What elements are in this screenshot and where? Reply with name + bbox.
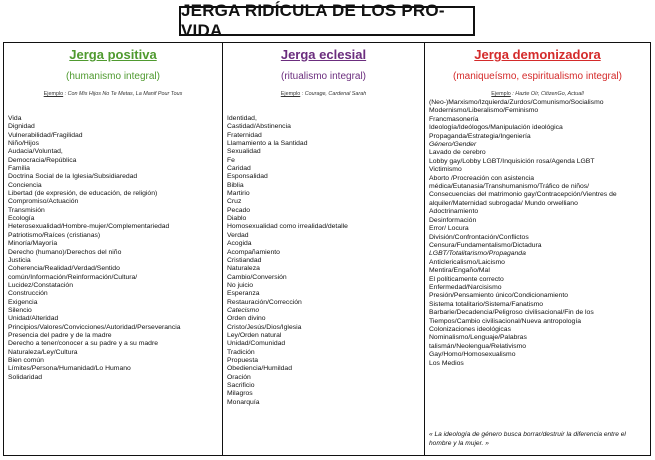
term-item: Justicia [8, 256, 31, 264]
column-subtitle: (humanismo integral) [66, 71, 160, 82]
term-item: Libertad (de expresión, de educación, de religión) [8, 190, 158, 198]
term-item: Biblia [227, 181, 244, 189]
term-item: Sistema totalitario/Sistema/Fanatismo [429, 300, 544, 308]
term-item: Familia [8, 165, 30, 173]
term-item: Dignidad [8, 123, 35, 131]
term-item: Lobby gay/Lobby LGBT/Inquisición rosa/Agenda LGBT [429, 157, 595, 165]
term-item: Silencio [8, 306, 32, 314]
column-ecclesial [222, 43, 424, 455]
term-item: Presencia del padre y de la madre [8, 331, 112, 339]
term-item: Patriotismo/Raíces (cristianas) [8, 231, 101, 239]
term-item: Vulnerabilidad/Fragilidad [8, 131, 83, 139]
term-item: Audacia/Voluntad, [8, 148, 63, 156]
term-item: alquiler/Maternidad subrogada/ Mundo orwelliano [429, 199, 578, 207]
term-item: Cruz [227, 198, 242, 206]
example-label: Ejemplo [491, 91, 511, 97]
term-item: Naturaleza/Ley/Cultura [8, 348, 78, 356]
term-item: Construcción [8, 290, 48, 298]
term-item: Vida [8, 115, 22, 122]
term-item: Cambio/Conversión [227, 273, 287, 281]
term-list [4, 115, 222, 382]
term-item: Doctrina Social de la Iglesia/Subsidiaredad [8, 173, 138, 181]
term-item: Presión/Pensamiento único/Condicionamiento [429, 292, 569, 300]
term-item: Acogida [227, 240, 252, 248]
term-item: Solidaridad [8, 373, 43, 381]
term-item: Democracia/República [8, 156, 77, 164]
term-item: Sexualidad [227, 148, 261, 156]
term-item: Ideología/Ideólogos/Manipulación ideológica [429, 124, 563, 132]
term-item: Consecuencias del matrimonio gay/Contracepción/Vientres de [429, 191, 617, 199]
term-item: Acompañamiento [227, 248, 280, 256]
term-item: Martirio [227, 190, 250, 198]
term-item: División/Confrontación/Conflictos [429, 233, 529, 241]
term-item: común/Información/Reinformación/Cultura/ [8, 273, 138, 281]
column-heading: Jerga positiva [69, 47, 157, 62]
column-heading: Jerga eclesial [280, 47, 367, 62]
term-item: Adoctrinamiento [429, 208, 479, 216]
term-item: Unidad/Alteridad [8, 315, 59, 323]
example-text: : Courage, Cardenal Sarah [300, 91, 367, 97]
term-item: Francmasonería [429, 115, 479, 123]
term-item: Heterosexualidad/Hombre-mujer/Complementariedad [8, 223, 170, 231]
term-item: Conciencia [8, 181, 42, 189]
column-subtitle: (maniqueísmo, espiritualismo integral) [453, 71, 622, 82]
term-item: Castidad/Abstinencia [227, 123, 291, 131]
column-example [4, 91, 222, 99]
term-item: Restauración/Corrección [227, 298, 302, 306]
term-item: Límites/Persona/Humanidad/Lo Humano [8, 365, 131, 373]
example-text: : Con Mis Hijos No Te Metas, La Manif Pour Tous [63, 91, 183, 97]
term-item: Identidad, [227, 115, 257, 122]
term-item: Sacrificio [227, 382, 255, 389]
column-demonizing [424, 43, 650, 455]
term-item: Exigencia [8, 298, 38, 306]
term-item: Censura/Fundamentalismo/Dictadura [429, 241, 542, 249]
term-item: Verdad [227, 231, 249, 239]
column-subtitle: (ritualismo integral) [280, 71, 367, 82]
quote: « La ideología de género busca borrar/destruir la diferencia entre el hombre y la mujer. » [429, 431, 626, 447]
term-item: Lucidez/Constatación [8, 281, 73, 289]
term-item: No juicio [227, 281, 254, 289]
term-item: Esponsalidad [227, 173, 268, 181]
term-list [425, 99, 650, 368]
term-item: Fe [227, 156, 235, 164]
term-item: Victimismo [429, 166, 462, 174]
term-item: Enfermedad/Narcisismo [429, 283, 502, 291]
jargon-table [3, 42, 651, 456]
term-item: Niño/Hijos [8, 140, 39, 148]
term-item: Bien común [8, 356, 44, 364]
term-item: (Neo-)Marxismo/Izquierda/Zurdos/Comunismo/Socialismo [429, 99, 604, 106]
term-item: Transmisión [8, 206, 45, 214]
term-item: Caridad [227, 165, 251, 173]
term-item: Fraternidad [227, 131, 262, 139]
term-list [223, 115, 424, 407]
term-item: Cristo/Jesús/Dios/Iglesia [227, 323, 302, 331]
term-item: Orden divino [227, 315, 266, 323]
term-item: Esperanza [227, 290, 260, 298]
term-item: Derecho a tener/conocer a su padre y a su madre [8, 340, 158, 348]
term-item: Desinformación [429, 216, 477, 224]
term-item: Unidad/Comunidad [227, 340, 286, 348]
term-item: Derecho (humano)/Derechos del niño [8, 248, 122, 256]
term-item: Monarquía [227, 398, 260, 406]
term-item: Aborto /Procreación con asistencia [429, 174, 535, 182]
term-item: Lavado de cerebro [429, 149, 486, 157]
term-item: Obediencia/Humildad [227, 365, 292, 373]
term-item: Cristiandad [227, 256, 262, 264]
term-item: Mentira/Engaño/Mal [429, 267, 490, 275]
term-item: Tiempos/Cambio civilisacional/Nueva antropología [429, 317, 581, 325]
term-item: Propuesta [227, 356, 258, 364]
term-item: Catecismo [227, 306, 260, 314]
term-item: Ley/Orden natural [227, 331, 282, 339]
term-item: Compromiso/Actuación [8, 198, 79, 206]
term-item: Barbarie/Decadencia/Peligroso civilisacional/Fin de los [429, 309, 594, 317]
page-title: JERGA RIDÍCULA DE LOS PRO-VIDA [179, 6, 475, 36]
term-item: Principios/Valores/Convicciones/Autoridad/Perseverancia [8, 323, 181, 331]
term-item: Llamamiento a la Santidad [227, 140, 308, 148]
example-label: Ejemplo [43, 91, 64, 97]
term-item: Colonizaciones ideológicas [429, 325, 511, 333]
column-example [425, 91, 650, 99]
term-item: Anticlericalismo/Laicismo [429, 258, 505, 266]
term-item: Nominalismo/Lenguaje/Palabras [429, 334, 527, 342]
term-item: Milagros [227, 390, 253, 398]
term-item: Error/ Locura [429, 225, 469, 233]
column-example [223, 91, 424, 99]
term-item: Coherencia/Realidad/Verdad/Sentido [8, 265, 120, 273]
example-text: : Hazte Oír, CitizenGo, Actuall [510, 91, 584, 97]
term-item: Modernismo/Liberalismo/Feminismo [429, 107, 539, 115]
term-item: Propaganda/Estrategia/Ingeniería [429, 132, 531, 140]
term-item: Género/Gender [429, 141, 477, 149]
term-item: médica/Eutanasia/Transhumanismo/Tráfico de niños/ [429, 183, 590, 191]
term-item: Diablo [227, 215, 247, 223]
term-item: LGBT/Totalitarismo/Propaganda [429, 250, 526, 258]
column-heading: Jerga demonizadora [474, 47, 601, 62]
term-item: Homosexualidad como irrealidad/detalle [227, 223, 348, 231]
term-item: Pecado [227, 206, 251, 214]
term-item: El políticamente correcto [429, 275, 504, 283]
example-label: Ejemplo [280, 91, 301, 97]
term-item: Ecología [8, 215, 35, 223]
term-item: Naturaleza [227, 265, 260, 273]
term-item: Gay/Homo/Homosexualismo [429, 351, 516, 359]
term-item: Minoría/Mayoría [8, 240, 58, 248]
term-item: Oración [227, 373, 251, 381]
term-item: Tradición [227, 348, 255, 356]
term-item: talismán/Neolengua/Relativismo [429, 342, 527, 350]
column-positive [4, 43, 222, 455]
term-item: Los Medios [429, 359, 464, 367]
